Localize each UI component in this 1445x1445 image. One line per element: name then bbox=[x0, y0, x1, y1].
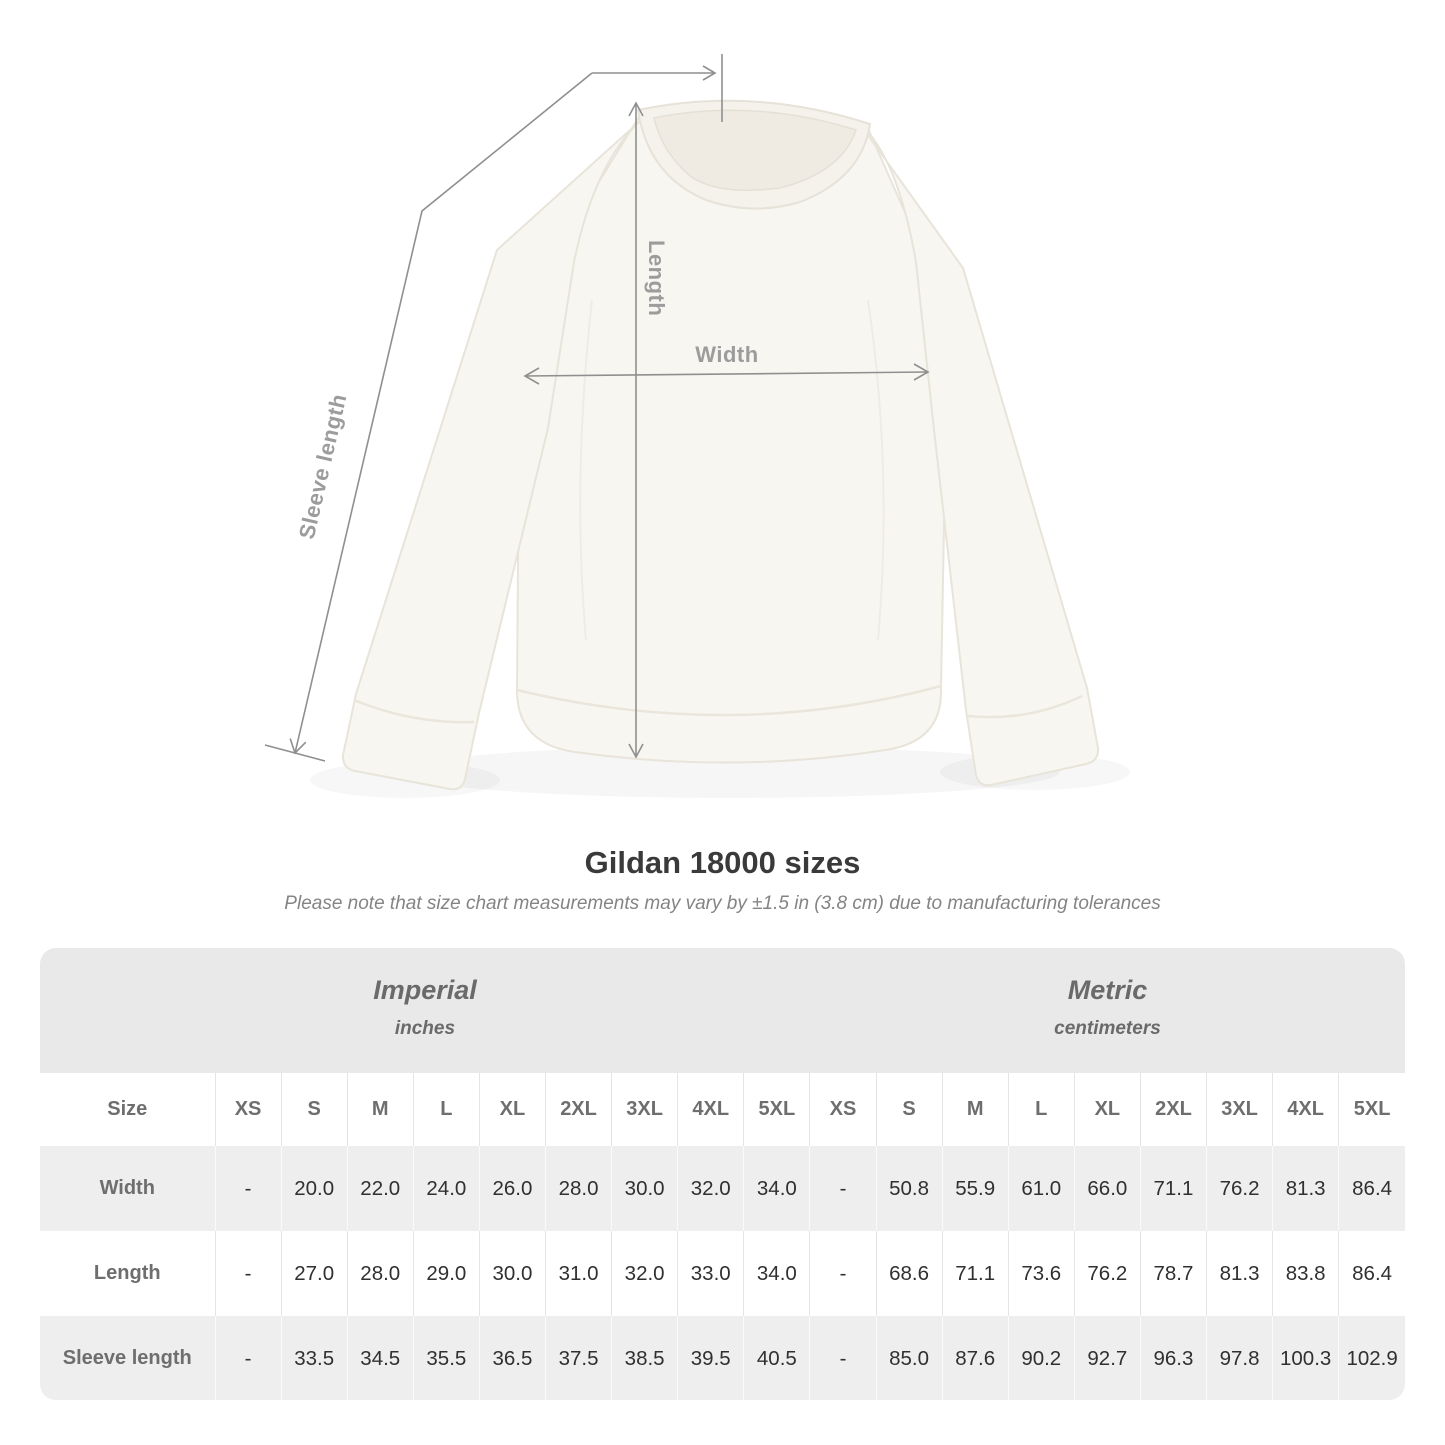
imperial-label: Imperial bbox=[373, 974, 477, 1005]
measurement-value-cell: 26.0 bbox=[479, 1146, 545, 1231]
length-label: Length bbox=[644, 240, 669, 317]
measurement-value-cell: - bbox=[810, 1316, 876, 1400]
measurement-value-cell: 86.4 bbox=[1339, 1146, 1405, 1231]
measurement-value-cell: 32.0 bbox=[612, 1231, 678, 1316]
imperial-group-header bbox=[40, 948, 810, 1073]
size-header-row bbox=[40, 1073, 1405, 1146]
size-column-header: 5XL bbox=[744, 1073, 810, 1146]
metric-group-header bbox=[810, 948, 1405, 1073]
measurement-value-cell: - bbox=[215, 1231, 281, 1316]
size-column-header: M bbox=[347, 1073, 413, 1146]
measurement-row bbox=[40, 1146, 1405, 1231]
measurement-value-cell: 78.7 bbox=[1140, 1231, 1206, 1316]
measurement-value-cell: 35.5 bbox=[413, 1316, 479, 1400]
size-column-header: XS bbox=[810, 1073, 876, 1146]
measurement-value-cell: 24.0 bbox=[413, 1146, 479, 1231]
measurement-value-cell: 66.0 bbox=[1074, 1146, 1140, 1231]
measurement-value-cell: 92.7 bbox=[1074, 1316, 1140, 1400]
size-column-header: 3XL bbox=[612, 1073, 678, 1146]
measurement-value-cell: 33.5 bbox=[281, 1316, 347, 1400]
measurement-value-cell: 76.2 bbox=[1207, 1146, 1273, 1231]
measurement-value-cell: 83.8 bbox=[1273, 1231, 1339, 1316]
page-title: Gildan 18000 sizes bbox=[584, 845, 861, 880]
imperial-unit: inches bbox=[394, 1017, 456, 1039]
measurement-value-cell: 61.0 bbox=[1008, 1146, 1074, 1231]
size-chart-table bbox=[40, 948, 1405, 1400]
measurement-value-cell: 36.5 bbox=[479, 1316, 545, 1400]
measurement-value-cell: 28.0 bbox=[347, 1231, 413, 1316]
measurement-value-cell: 27.0 bbox=[281, 1231, 347, 1316]
measurement-value-cell: 90.2 bbox=[1008, 1316, 1074, 1400]
unit-group-header-row bbox=[40, 948, 1405, 1073]
measurement-value-cell: 33.0 bbox=[678, 1231, 744, 1316]
measurement-value-cell: 34.0 bbox=[744, 1146, 810, 1231]
size-column-header: 4XL bbox=[678, 1073, 744, 1146]
row-label-length: Length bbox=[93, 1262, 161, 1284]
metric-unit: centimeters bbox=[1054, 1017, 1161, 1039]
measurement-value-cell: 55.9 bbox=[942, 1146, 1008, 1231]
measurement-value-cell: 71.1 bbox=[1140, 1146, 1206, 1231]
size-column-header: XS bbox=[215, 1073, 281, 1146]
measurement-value-cell: - bbox=[215, 1146, 281, 1231]
measurement-value-cell: 50.8 bbox=[876, 1146, 942, 1231]
tolerance-note: Please note that size chart measurements may vary by ±1.5 in (3.8 cm) due to manufacturing tolerances bbox=[284, 893, 1161, 914]
measurement-value-cell: 81.3 bbox=[1207, 1231, 1273, 1316]
measurement-value-cell: - bbox=[810, 1231, 876, 1316]
size-column-header: 3XL bbox=[1207, 1073, 1273, 1146]
size-column-header: XL bbox=[479, 1073, 545, 1146]
measurement-row bbox=[40, 1316, 1405, 1400]
measurement-value-cell: 29.0 bbox=[413, 1231, 479, 1316]
measurement-value-cell: 30.0 bbox=[612, 1146, 678, 1231]
measurement-value-cell: 102.9 bbox=[1339, 1316, 1405, 1400]
measurement-value-cell: 96.3 bbox=[1140, 1316, 1206, 1400]
measurement-value-cell: 22.0 bbox=[347, 1146, 413, 1231]
measurement-value-cell: 76.2 bbox=[1074, 1231, 1140, 1316]
measurement-value-cell: - bbox=[215, 1316, 281, 1400]
measurement-value-cell: 81.3 bbox=[1273, 1146, 1339, 1231]
size-column-header: L bbox=[413, 1073, 479, 1146]
size-column-header: S bbox=[876, 1073, 942, 1146]
measurement-value-cell: 73.6 bbox=[1008, 1231, 1074, 1316]
measurement-value-cell: 71.1 bbox=[942, 1231, 1008, 1316]
measurement-value-cell: 86.4 bbox=[1339, 1231, 1405, 1316]
size-column-header: XL bbox=[1074, 1073, 1140, 1146]
size-column-header: 5XL bbox=[1339, 1073, 1405, 1146]
sleeve-length-label: Sleeve length bbox=[293, 391, 352, 542]
size-column-header: 4XL bbox=[1273, 1073, 1339, 1146]
metric-label: Metric bbox=[1067, 974, 1148, 1005]
end-tick bbox=[265, 745, 325, 761]
measurement-value-cell: 40.5 bbox=[744, 1316, 810, 1400]
measurement-value-cell: 87.6 bbox=[942, 1316, 1008, 1400]
measurement-value-cell: 20.0 bbox=[281, 1146, 347, 1231]
size-column-header: S bbox=[281, 1073, 347, 1146]
measurement-value-cell: 68.6 bbox=[876, 1231, 942, 1316]
measurement-value-cell: - bbox=[810, 1146, 876, 1231]
width-label: Width bbox=[695, 342, 759, 367]
measurement-value-cell: 97.8 bbox=[1207, 1316, 1273, 1400]
measurement-value-cell: 28.0 bbox=[545, 1146, 611, 1231]
measurement-value-cell: 39.5 bbox=[678, 1316, 744, 1400]
size-column-header: L bbox=[1008, 1073, 1074, 1146]
measurement-value-cell: 38.5 bbox=[612, 1316, 678, 1400]
size-column-header: M bbox=[942, 1073, 1008, 1146]
row-label-sleeve-length: Sleeve length bbox=[62, 1347, 192, 1369]
measurement-value-cell: 100.3 bbox=[1273, 1316, 1339, 1400]
size-header-label: Size bbox=[107, 1098, 148, 1120]
measurement-row bbox=[40, 1231, 1405, 1316]
measurement-value-cell: 31.0 bbox=[545, 1231, 611, 1316]
row-label-width: Width bbox=[99, 1177, 155, 1199]
size-column-header: 2XL bbox=[1140, 1073, 1206, 1146]
sweatshirt-illustration bbox=[310, 101, 1130, 798]
measurement-value-cell: 32.0 bbox=[678, 1146, 744, 1231]
measurement-value-cell: 34.0 bbox=[744, 1231, 810, 1316]
measurement-value-cell: 37.5 bbox=[545, 1316, 611, 1400]
size-column-header: 2XL bbox=[545, 1073, 611, 1146]
measurement-value-cell: 30.0 bbox=[479, 1231, 545, 1316]
measurement-value-cell: 85.0 bbox=[876, 1316, 942, 1400]
measurement-value-cell: 34.5 bbox=[347, 1316, 413, 1400]
